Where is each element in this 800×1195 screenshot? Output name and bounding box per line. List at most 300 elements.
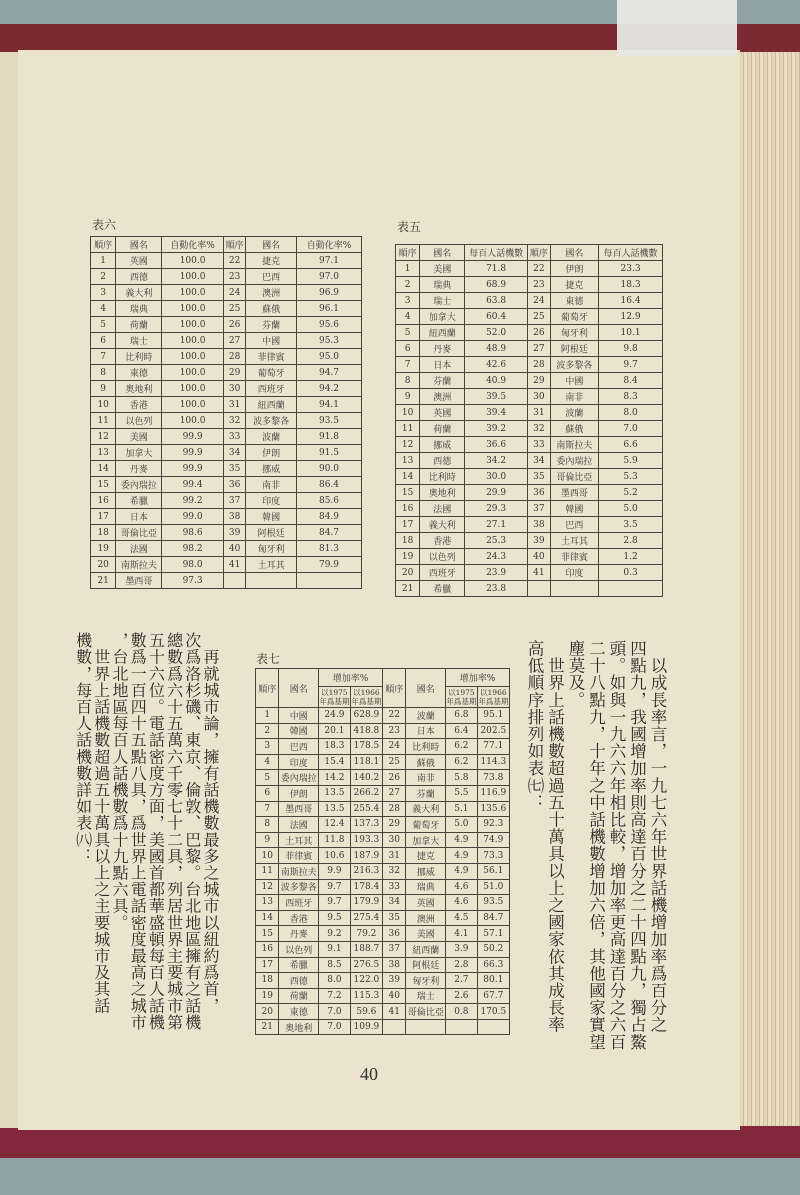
cell-name: 澳洲	[246, 285, 297, 301]
cell-seq: 31	[223, 397, 246, 413]
cell-seq: 3	[256, 739, 279, 755]
cell-seq: 27	[528, 341, 551, 357]
cell-rate1975: 9.2	[319, 926, 351, 942]
cell-rate1966: 73.8	[477, 770, 509, 786]
cell-rate1966: 73.3	[477, 848, 509, 864]
cell-rate1975: 5.0	[446, 817, 478, 833]
cell-name: 菲律賓	[550, 549, 599, 565]
cell-rate1966: 77.1	[477, 739, 509, 755]
cell-name: 法國	[420, 501, 465, 517]
table-row	[91, 413, 362, 429]
cell-name: 委內瑞拉	[116, 477, 162, 493]
cell-rate1966: 93.5	[477, 895, 509, 911]
cell-name: 伊朗	[279, 785, 319, 801]
header-name: 國名	[116, 237, 162, 253]
cell-name: 波蘭	[406, 708, 446, 724]
cell-value: 96.9	[296, 285, 361, 301]
cell-rate1966: 79.2	[350, 926, 382, 942]
cell-name: 韓國	[279, 723, 319, 739]
cell-seq: 22	[223, 253, 246, 269]
table-row	[396, 565, 663, 581]
cell-value: 9.8	[599, 341, 663, 357]
cell-seq: 15	[256, 926, 279, 942]
header-seq: 順序	[396, 245, 420, 261]
cell-value: 97.0	[296, 269, 361, 285]
cell-rate1966: 628.9	[350, 708, 382, 724]
cell-value: 100.0	[162, 317, 223, 333]
cell-name: 菲律賓	[246, 349, 297, 365]
table-row	[91, 333, 362, 349]
cell-rate1975: 2.7	[446, 973, 478, 989]
cell-value: 3.5	[599, 517, 663, 533]
cell-seq: 20	[91, 557, 116, 573]
cell-name: 印度	[279, 754, 319, 770]
cell-seq: 39	[383, 973, 406, 989]
cell-name: 希臘	[116, 493, 162, 509]
cell-name: 瑞士	[420, 293, 465, 309]
header-value: 自動化率%	[162, 237, 223, 253]
cell-seq: 37	[383, 941, 406, 957]
cell-value: 94.1	[296, 397, 361, 413]
cell-seq: 19	[256, 988, 279, 1004]
table-row	[396, 293, 663, 309]
cell-seq: 40	[528, 549, 551, 565]
text-column: 頭。如與一九六六年相比較，增加率更高達百分之六百	[607, 640, 626, 1051]
cell-value: 1.2	[599, 549, 663, 565]
cell-value: 71.8	[465, 261, 528, 277]
cell-name: 希臘	[420, 581, 465, 597]
cell-value: 8.3	[599, 389, 663, 405]
cell-rate1975: 18.3	[319, 739, 351, 755]
cell-seq: 20	[256, 1004, 279, 1020]
cell-name: 西班牙	[420, 565, 465, 581]
cell-seq: 6	[91, 333, 116, 349]
cell-rate1975: 5.5	[446, 785, 478, 801]
cell-name: 荷蘭	[116, 317, 162, 333]
table-row	[256, 973, 510, 989]
table-row	[256, 723, 510, 739]
text-column: 塵莫及。	[566, 640, 585, 709]
cell-seq: 33	[528, 437, 551, 453]
cell-name: 加拿大	[116, 445, 162, 461]
cell-rate1975: 9.5	[319, 910, 351, 926]
cell-rate1975: 15.4	[319, 754, 351, 770]
cell-rate1975: 5.8	[446, 770, 478, 786]
table-row	[91, 445, 362, 461]
cell-seq: 38	[528, 517, 551, 533]
cell-name: 韓國	[550, 501, 599, 517]
cell-name: 丹麥	[279, 926, 319, 942]
cell-value: 100.0	[162, 253, 223, 269]
table-row	[91, 349, 362, 365]
cell-seq: 25	[528, 309, 551, 325]
text-column: 數爲一百四十五點八具，爲世界上電話密度最高之城市	[128, 632, 148, 1031]
cell-value: 52.0	[465, 325, 528, 341]
table-row	[396, 549, 663, 565]
cell-name: 哥倫比亞	[550, 469, 599, 485]
cell-name: 紐西蘭	[246, 397, 297, 413]
cell-name: 法國	[279, 817, 319, 833]
cell-seq: 41	[528, 565, 551, 581]
empty-cell	[246, 573, 297, 589]
cell-name: 芬蘭	[420, 373, 465, 389]
cell-name: 匈牙利	[246, 541, 297, 557]
table-row	[396, 309, 663, 325]
cell-value: 68.9	[465, 277, 528, 293]
cell-seq: 34	[528, 453, 551, 469]
cell-rate1975: 4.5	[446, 910, 478, 926]
cell-seq: 28	[528, 357, 551, 373]
table-row	[91, 253, 362, 269]
cell-value: 99.4	[162, 477, 223, 493]
table-row	[256, 926, 510, 942]
cell-seq: 12	[396, 437, 420, 453]
cell-rate1975: 4.9	[446, 863, 478, 879]
header-row	[256, 669, 510, 687]
cell-name: 印度	[550, 565, 599, 581]
cell-seq: 2	[396, 277, 420, 293]
text-column: 高低順序排列如表㈦：	[525, 640, 544, 811]
cell-seq: 39	[528, 533, 551, 549]
cell-seq: 12	[256, 879, 279, 895]
table-row	[256, 1019, 510, 1035]
cell-name: 委內瑞拉	[550, 453, 599, 469]
cell-rate1975: 13.5	[319, 785, 351, 801]
cell-seq: 41	[223, 557, 246, 573]
cell-value: 5.9	[599, 453, 663, 469]
cell-rate1975: 7.0	[319, 1019, 351, 1035]
table-row	[91, 429, 362, 445]
text-column: 再就城市論，擁有話機數最多之城市以紐約爲首，	[201, 632, 220, 1014]
cell-seq: 9	[396, 389, 420, 405]
cell-value: 29.9	[465, 485, 528, 501]
cell-rate1975: 6.2	[446, 754, 478, 770]
cell-name: 捷克	[406, 848, 446, 864]
cell-seq: 15	[91, 477, 116, 493]
cell-name: 葡萄牙	[246, 365, 297, 381]
cell-seq: 26	[528, 325, 551, 341]
cell-rate1975: 0.8	[446, 1004, 478, 1020]
text-column: 次爲洛杉磯、東京、倫敦、巴黎。台北地區擁有之話機	[182, 632, 202, 1031]
cell-value: 39.4	[465, 405, 528, 421]
table-row	[256, 1004, 510, 1020]
cell-name: 哥倫比亞	[406, 1004, 446, 1020]
cell-name: 蘇俄	[550, 421, 599, 437]
table-row	[256, 848, 510, 864]
cell-seq: 32	[528, 421, 551, 437]
cell-value: 97.1	[296, 253, 361, 269]
table-row	[256, 770, 510, 786]
header-base1975: 以1975年爲基期	[446, 688, 477, 706]
cell-name: 南非	[550, 389, 599, 405]
cell-rate1966: 74.9	[477, 832, 509, 848]
table7-label: 表七	[256, 652, 281, 666]
table-row	[256, 754, 510, 770]
cell-seq: 25	[223, 301, 246, 317]
cell-rate1966: 193.3	[350, 832, 382, 848]
table7-growth-rate	[255, 668, 510, 1035]
table-row	[396, 485, 663, 501]
cell-name: 日本	[420, 357, 465, 373]
cell-name: 奧地利	[116, 381, 162, 397]
cell-rate1966: 56.1	[477, 863, 509, 879]
cell-name: 東德	[550, 293, 599, 309]
cell-value: 100.0	[162, 301, 223, 317]
cell-name: 蘇俄	[406, 754, 446, 770]
cell-name: 日本	[116, 509, 162, 525]
cell-seq: 6	[256, 785, 279, 801]
table-row	[256, 817, 510, 833]
cell-rate1975: 8.0	[319, 973, 351, 989]
cell-name: 以色列	[116, 413, 162, 429]
text-column: 四點九，我國增加率則高達百分之二十四點九，獨占鰲	[627, 640, 647, 1051]
table-row	[396, 389, 663, 405]
cell-name: 西德	[420, 453, 465, 469]
table-row	[396, 453, 663, 469]
table-row	[396, 469, 663, 485]
cell-rate1966: 170.5	[477, 1004, 509, 1020]
cell-seq: 19	[91, 541, 116, 557]
cell-value: 100.0	[162, 397, 223, 413]
cell-name: 土耳其	[279, 832, 319, 848]
cell-name: 瑞士	[116, 333, 162, 349]
cell-value: 42.6	[465, 357, 528, 373]
cell-name: 義大利	[116, 285, 162, 301]
cell-rate1966: 109.9	[350, 1019, 382, 1035]
cell-rate1966: 202.5	[477, 723, 509, 739]
cell-name: 中國	[246, 333, 297, 349]
table-row	[256, 910, 510, 926]
cell-rate1966: 122.0	[350, 973, 382, 989]
cell-seq: 10	[256, 848, 279, 864]
cell-rate1966: 179.9	[350, 895, 382, 911]
cell-seq: 15	[396, 485, 420, 501]
text-column: 世界上話機數超過五十萬具以上之主要城市及其話	[91, 632, 111, 1014]
cell-seq: 32	[383, 863, 406, 879]
text-column: ，台北地區每百人話機數爲十九點六具。	[110, 632, 129, 931]
cell-seq: 36	[528, 485, 551, 501]
cell-seq: 30	[528, 389, 551, 405]
cell-name: 芬蘭	[246, 317, 297, 333]
cell-value: 81.3	[296, 541, 361, 557]
cell-name: 瑞士	[406, 988, 446, 1004]
cell-rate1966: 418.8	[350, 723, 382, 739]
cell-value: 100.0	[162, 365, 223, 381]
cell-value: 98.2	[162, 541, 223, 557]
cell-seq: 37	[528, 501, 551, 517]
table-row	[396, 405, 663, 421]
cell-value: 0.3	[599, 565, 663, 581]
cell-value: 98.0	[162, 557, 223, 573]
cell-seq: 21	[396, 581, 420, 597]
cell-value: 7.0	[599, 421, 663, 437]
cell-value: 99.0	[162, 509, 223, 525]
cell-name: 丹麥	[116, 461, 162, 477]
cell-seq: 23	[528, 277, 551, 293]
cell-name: 巴西	[550, 517, 599, 533]
cell-seq: 24	[383, 739, 406, 755]
text-column: 以成長率言，一九七六年世界話機增加率爲百分之	[648, 640, 667, 1034]
cell-value: 86.4	[296, 477, 361, 493]
header-name: 國名	[550, 245, 599, 261]
text-column: 總數爲六十五萬六千零七十二具，列居世界主要城市第	[164, 632, 184, 1031]
cell-name: 墨西哥	[116, 573, 162, 589]
cell-seq: 3	[396, 293, 420, 309]
cell-seq: 26	[223, 317, 246, 333]
cell-seq: 37	[223, 493, 246, 509]
cell-name: 義大利	[420, 517, 465, 533]
cell-rate1966: 59.6	[350, 1004, 382, 1020]
cell-value: 100.0	[162, 269, 223, 285]
cell-seq: 11	[396, 421, 420, 437]
cell-name: 荷蘭	[420, 421, 465, 437]
cell-name: 以色列	[279, 941, 319, 957]
cell-seq: 2	[256, 723, 279, 739]
table-row	[256, 801, 510, 817]
cell-rate1975: 8.5	[319, 957, 351, 973]
cell-seq: 22	[528, 261, 551, 277]
cell-rate1975: 4.9	[446, 848, 478, 864]
cell-name: 西德	[116, 269, 162, 285]
cell-name: 西班牙	[246, 381, 297, 397]
book-cover-bottom-edge	[0, 1126, 800, 1158]
cell-rate1966: 118.1	[350, 754, 382, 770]
cell-name: 波多黎各	[246, 413, 297, 429]
cell-rate1966: 178.5	[350, 739, 382, 755]
header-name: 國名	[420, 245, 465, 261]
page-stack-edge	[740, 52, 800, 1126]
table-row	[256, 988, 510, 1004]
cell-value: 100.0	[162, 381, 223, 397]
cell-seq: 4	[91, 301, 116, 317]
cell-name: 芬蘭	[406, 785, 446, 801]
empty-cell	[406, 1019, 446, 1035]
cell-seq: 11	[256, 863, 279, 879]
cell-name: 阿根廷	[246, 525, 297, 541]
cell-value: 23.3	[599, 261, 663, 277]
page-number: 40	[360, 1064, 378, 1084]
cell-name: 波蘭	[246, 429, 297, 445]
cell-name: 東德	[116, 365, 162, 381]
cell-value: 90.0	[296, 461, 361, 477]
cell-value: 8.4	[599, 373, 663, 389]
header-value: 自動化率%	[296, 237, 361, 253]
table-row	[91, 461, 362, 477]
cell-value: 30.0	[465, 469, 528, 485]
cell-seq: 29	[528, 373, 551, 389]
cell-name: 美國	[420, 261, 465, 277]
table-row	[256, 957, 510, 973]
cell-value: 91.5	[296, 445, 361, 461]
cell-value: 48.9	[465, 341, 528, 357]
table-row	[91, 541, 362, 557]
header-rate: 增加率%	[319, 669, 383, 687]
cell-value: 5.3	[599, 469, 663, 485]
cell-rate1966: 114.3	[477, 754, 509, 770]
table-row	[91, 509, 362, 525]
cell-name: 挪威	[420, 437, 465, 453]
cell-seq: 10	[396, 405, 420, 421]
text-column: 二十八點九，十年之中話機數增加六倍，其他國家實望	[586, 640, 606, 1051]
cell-name: 紐西蘭	[420, 325, 465, 341]
cell-name: 南斯拉夫	[550, 437, 599, 453]
cell-name: 捷克	[550, 277, 599, 293]
header-base1966: 以1966年爲基期	[478, 688, 509, 706]
cell-seq: 16	[256, 941, 279, 957]
table-row	[396, 533, 663, 549]
table-row	[91, 557, 362, 573]
cell-name: 印度	[246, 493, 297, 509]
cell-name: 墨西哥	[550, 485, 599, 501]
cell-rate1975: 4.9	[446, 832, 478, 848]
cell-seq: 18	[396, 533, 420, 549]
table-row	[91, 285, 362, 301]
cell-name: 美國	[116, 429, 162, 445]
cell-seq: 29	[383, 817, 406, 833]
header-name: 國名	[246, 237, 297, 253]
empty-cell	[550, 581, 599, 597]
cell-seq: 3	[91, 285, 116, 301]
cell-seq: 31	[383, 848, 406, 864]
cell-value: 16.4	[599, 293, 663, 309]
cell-seq: 18	[256, 973, 279, 989]
cell-rate1966: 57.1	[477, 926, 509, 942]
header-seq: 順序	[528, 245, 551, 261]
cell-value: 85.6	[296, 493, 361, 509]
cell-rate1975: 7.0	[319, 1004, 351, 1020]
table-row	[256, 879, 510, 895]
cell-value: 40.9	[465, 373, 528, 389]
cell-name: 瑞典	[116, 301, 162, 317]
cell-seq: 41	[383, 1004, 406, 1020]
cell-value: 25.3	[465, 533, 528, 549]
cell-value: 39.5	[465, 389, 528, 405]
cell-name: 巴西	[246, 269, 297, 285]
cell-value: 29.3	[465, 501, 528, 517]
cell-name: 委內瑞拉	[279, 770, 319, 786]
cell-name: 匈牙利	[406, 973, 446, 989]
table-row	[256, 863, 510, 879]
cell-seq: 13	[256, 895, 279, 911]
cell-name: 加拿大	[420, 309, 465, 325]
table-row	[256, 708, 510, 724]
cell-name: 奧地利	[279, 1019, 319, 1035]
empty-cell	[383, 1019, 406, 1035]
empty-cell	[223, 573, 246, 589]
cell-value: 100.0	[162, 349, 223, 365]
table-row	[396, 277, 663, 293]
table-row	[256, 739, 510, 755]
cell-name: 伊朗	[246, 445, 297, 461]
header-row	[91, 237, 362, 253]
cell-seq: 14	[91, 461, 116, 477]
cell-seq: 38	[383, 957, 406, 973]
table-row	[91, 269, 362, 285]
cell-seq: 7	[91, 349, 116, 365]
table-row	[396, 341, 663, 357]
cell-rate1975: 9.1	[319, 941, 351, 957]
cell-name: 捷克	[246, 253, 297, 269]
cell-seq: 18	[91, 525, 116, 541]
cell-value: 5.0	[599, 501, 663, 517]
table-row	[91, 397, 362, 413]
cell-name: 紐西蘭	[406, 941, 446, 957]
cell-seq: 5	[91, 317, 116, 333]
cell-seq: 16	[91, 493, 116, 509]
table-row	[91, 365, 362, 381]
cell-value: 34.2	[465, 453, 528, 469]
cell-name: 日本	[406, 723, 446, 739]
